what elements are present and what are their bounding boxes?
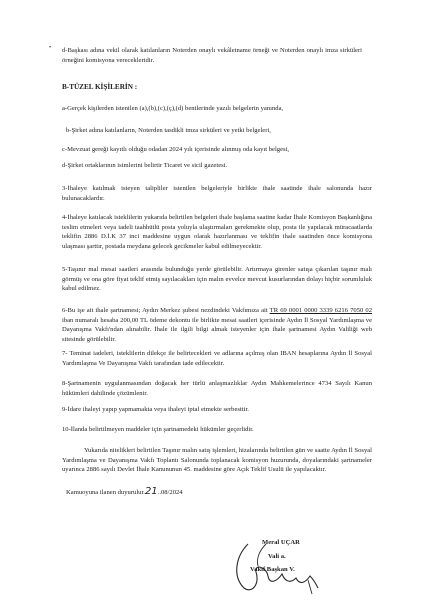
item-c: c-Mevzuat gereği kayıtlı olduğu odadan 2024 yılı içerisinde alınmış oda kayıt belgesi, (62, 146, 290, 153)
paragraph-4: 4-İhaleye katılacak isteklilerin yukarıda belirtilen belgeleri ihale başlama saatine kadar İhale Komisyon Başkanlığına teslim etmeleri veya iadeli taahhütlü posta yoluyla ulaştırmaları gerekmekte olup, posta ile yapılacak müracaatlarda teklifin 2886 D.İ.K 37 inci maddesine uygun olarak hazırlanması ve teklifin ihale saatinden önce komisyona ulaşması şarttır, postada meydana gelecek gecikmeler kabul edilmeyecektir. (62, 214, 372, 250)
paragraph-3: 3-İhaleye katılmak isteyen talipliler istenilen belgeleriyle birlikte ihale saatinde ihale salonunda hazır bulunacaklardır. (62, 185, 372, 202)
announcement-date: ..08/2024 (157, 489, 183, 496)
item-a: a-Gerçek kişilerden istenilen (a),(b),(c),(ç),(d) bentlerinde yazılı belgelerin yanında, (62, 105, 284, 112)
paragraph-8: 8-Şartnamenin uygulanmasından doğacak her türlü anlaşmazlıklar Aydın Mahkemelerince 4734 Sayılı Kanun hükümleri dahilinde çözümlenir. (62, 380, 372, 397)
announcement-day: 21 (144, 486, 158, 497)
item-d: d-Şirket ortaklarının isimlerini belirtir Ticaret ve sicil gazetesi. (62, 162, 228, 169)
section-title: B-TÜZEL KİŞİLERİN : (62, 83, 138, 91)
paragraph-7: 7- Teminat iadeleri, isteklilerin dilekçe ile belirtecekleri ve adlarına açılmış olan IBAN hesaplarına Aydın İl Sosyal Yardımlaşma Ve Dayanışma Vakfı tarafından iade edilecektir. (62, 350, 372, 367)
signatory-title-1: Vali a. (268, 553, 286, 560)
iban-number: TR 69 0001 0000 3339 6216 7050 02 (269, 307, 372, 314)
paragraph-9: 9-İdare ihaleyi yapıp yapmamakta veya ihaleyi iptal etmekte serbesttir. (62, 406, 249, 413)
announcement (66, 487, 286, 498)
stray-mark: • (49, 45, 52, 51)
paragraph-10: 10-İlanda belirtilmeyen maddeler için şartnamedeki hükümler geçerlidir. (62, 426, 254, 433)
announcement-prefix: Kamuoyuna ilanen duyurulur. (66, 489, 145, 496)
paragraph-6-lead: 6-Bu işe ait ihale şartnamesi; Aydın Merkez şubesi nezdindeki Vakfımıza ait (62, 307, 270, 314)
signatory-name: Meral UÇAR (262, 539, 300, 546)
signatory-title-2: Vakıf Başkan V. (250, 566, 295, 573)
paragraph-final: Yukarıda nitelikleri belirtilen Taşınır malın satış işlemleri, hizalarında belirtilen gün ve saatte Aydın İl Sosyal Yardımlaşma ve Dayanışma Vakfı Toplantı Salonunda toplanacak komisyon huzurunda, doyalarındaki şartnameler uyarınca 2886 sayılı Devlet İhale Kanununun 45. maddesine göre Açık Teklif Usulü ile yapılacaktır. (62, 447, 372, 474)
paragraph-6 (62, 306, 372, 344)
item-b: b-Şirket adına katılanların, Noterden tasdikli imza sirküleri ve yetki belgeleri, (66, 127, 271, 134)
paragraph-5: 5-Taşınır mal mesai saatleri arasında bulunduğu yerde görülebilir. Artırmaya girenler satışa çıkarılan taşınır malı görmüş ve ona göre fiyat teklif etmiş sayılacakları için malın evvelce mevcut kusurlarından dolayı hiçbir sorumluluk kabul edilmez. (62, 266, 372, 293)
paragraph-6-rest: iban numaralı hesaba 200,00 TL ödeme dekontu ile birlikte mesai saatleri içerisinde Aydın İl Sosyal Yardımlaşma ve Dayanışma Vakfı'ndan alınabilir. İhale ile ilgili bilgi almak isteyenler için ihale şartnamesi Aydın Valiliği web sitesinde görülebilir. (62, 316, 372, 343)
paragraph-d-proxy: d-Başkası adına vekil olarak katılanların Noterden onaylı vekâletname örneği ve Noterden onaylı imza sirküleri örneğini komisyona verecekleridir. (62, 47, 362, 64)
